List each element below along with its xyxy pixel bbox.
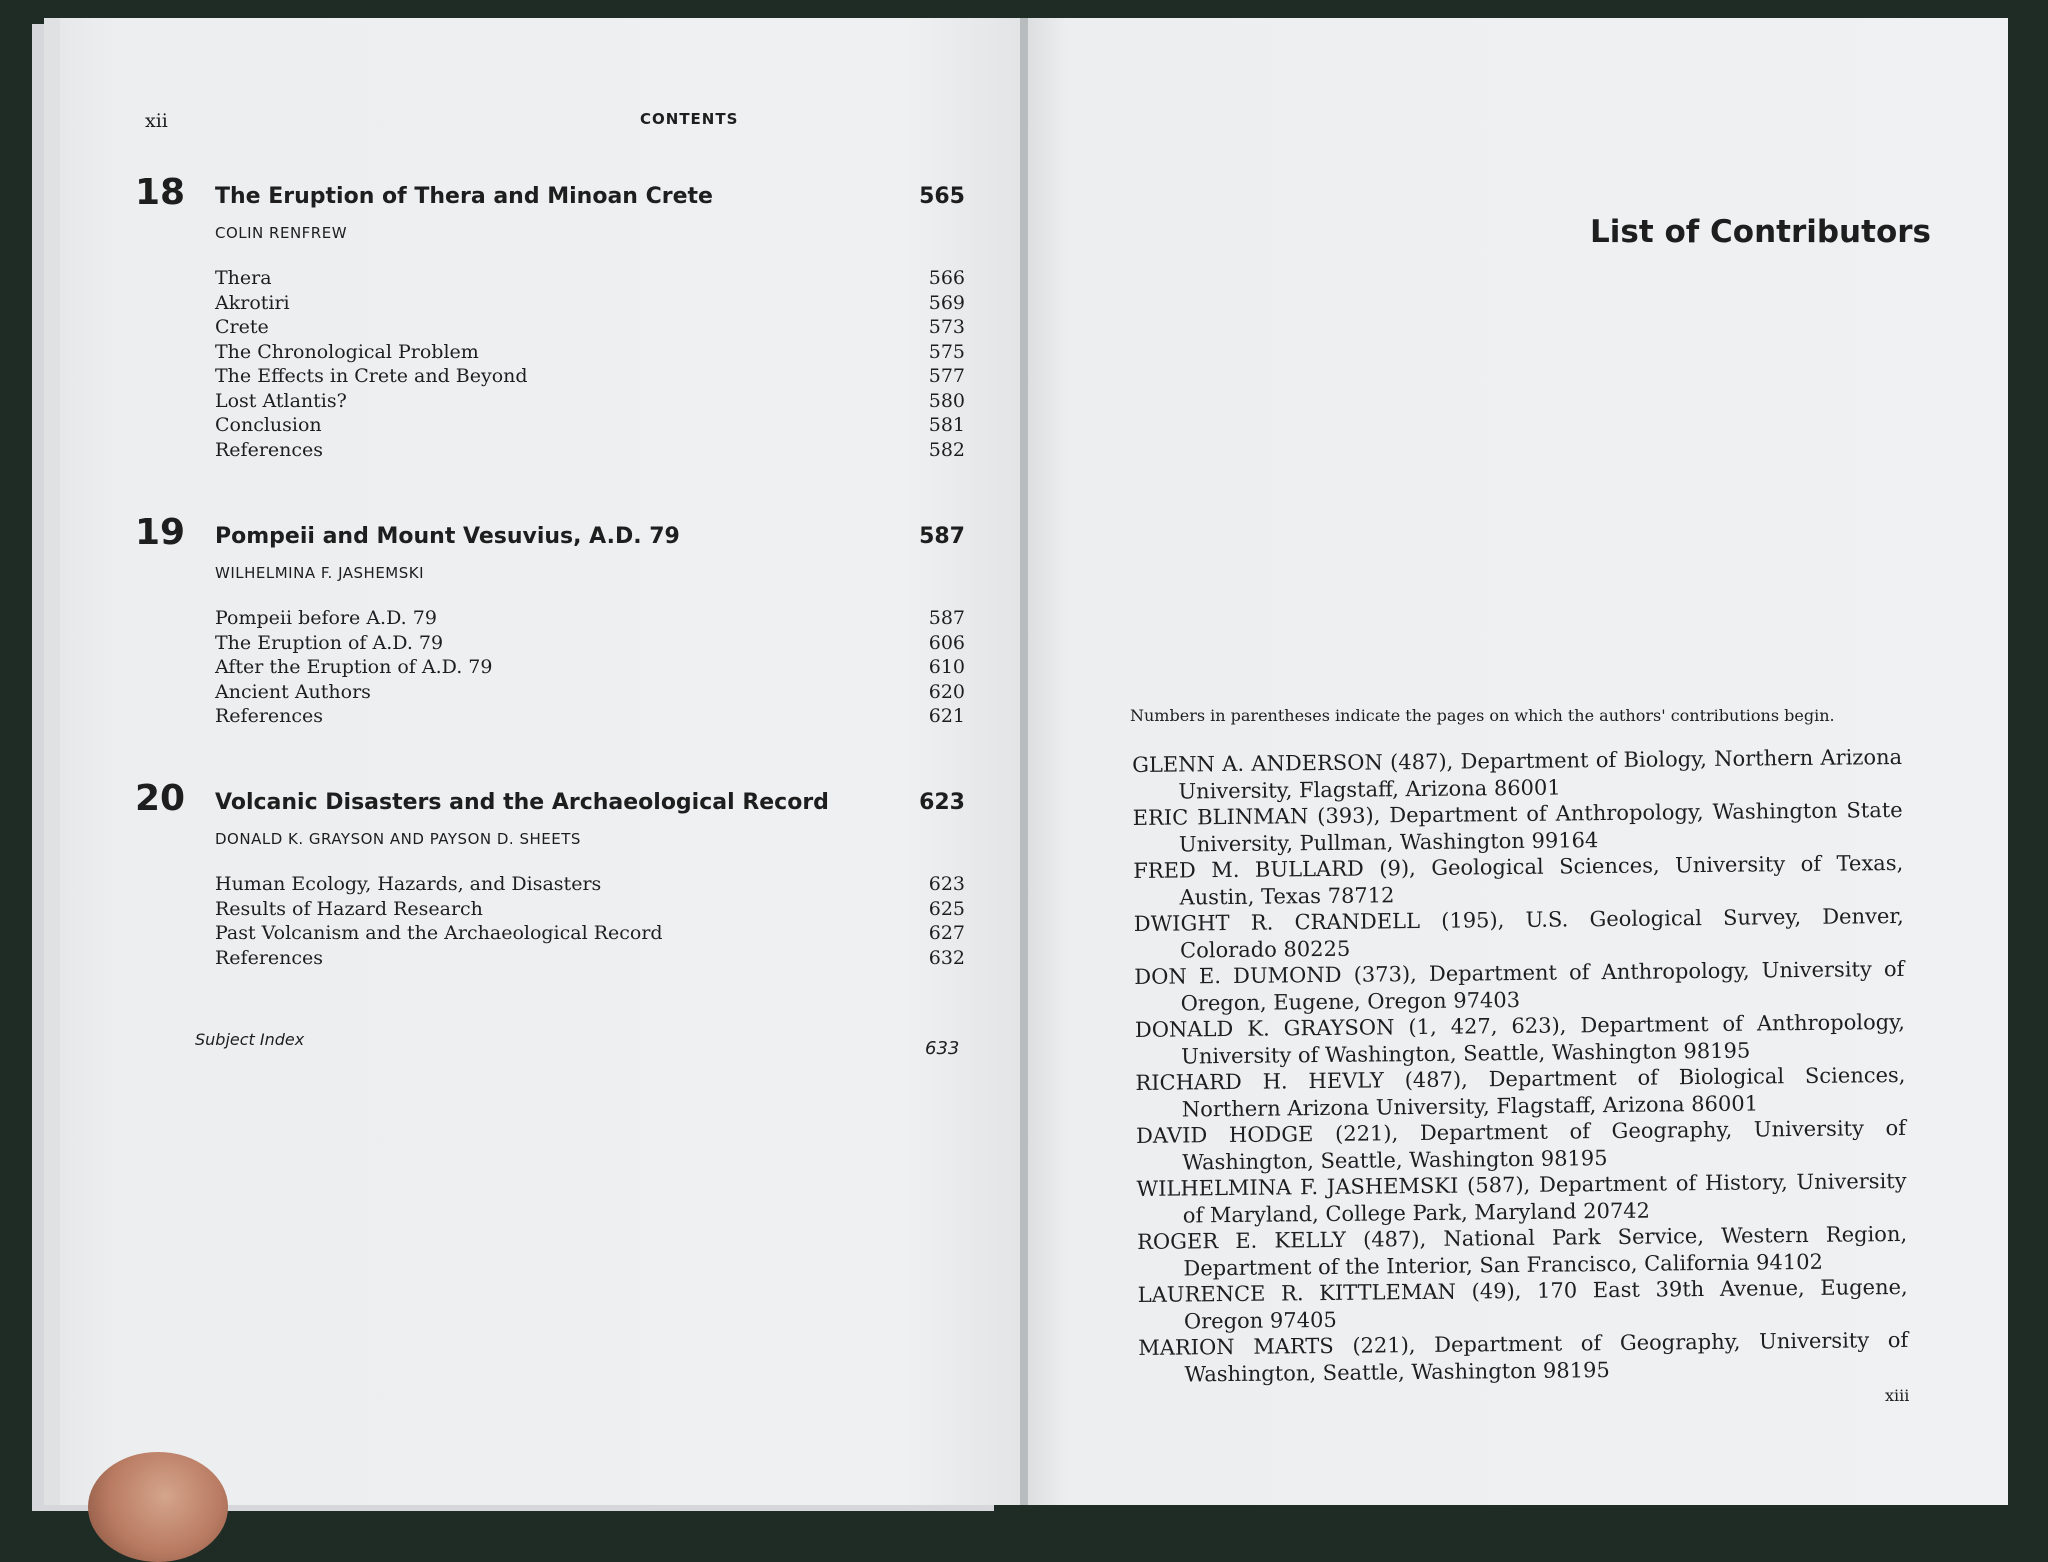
section-row xyxy=(215,389,965,414)
section-page: 569 xyxy=(928,291,965,314)
section-title: References xyxy=(215,438,324,461)
section-row xyxy=(215,315,965,340)
section-row xyxy=(215,364,965,389)
section-title: Lost Atlantis? xyxy=(215,389,347,412)
section-page: 620 xyxy=(928,680,965,703)
section-page: 581 xyxy=(928,414,965,436)
section-page: 625 xyxy=(928,897,965,920)
section-page: 580 xyxy=(928,389,965,412)
contributor-entry: GLENN A. ANDERSON (487), Department of Biology, Northern Arizona University, Flagstaff, Arizona 86001 xyxy=(1132,744,1903,804)
section-page: 577 xyxy=(928,365,965,387)
section-title: Akrotiri xyxy=(215,291,290,314)
section-row xyxy=(215,680,965,705)
section-row xyxy=(215,438,965,463)
section-title: Conclusion xyxy=(215,414,322,436)
section-row xyxy=(215,266,965,291)
section-list xyxy=(215,606,965,729)
running-head: CONTENTS xyxy=(640,110,739,128)
section-title-text: After the Eruption of xyxy=(215,656,416,678)
right-folio: xiii xyxy=(1885,1386,1910,1405)
section-row xyxy=(215,921,965,946)
section-title-text: Pompeii before xyxy=(215,607,361,629)
contributors-title: List of Contributors xyxy=(1590,214,1931,250)
contributor-entry: LAURENCE R. KITTLEMAN (49), 170 East 39th Avenue, Eugene, Oregon 97405 xyxy=(1137,1274,1908,1333)
section-row xyxy=(215,704,965,729)
section-list xyxy=(215,872,965,970)
section-title: Past Volcanism and the Archaeological Record xyxy=(215,922,663,944)
section-title: Crete xyxy=(215,316,269,338)
section-title-text: The Eruption of xyxy=(215,631,367,654)
section-row xyxy=(215,413,965,438)
left-page xyxy=(60,18,1022,1505)
section-page: 627 xyxy=(928,922,965,944)
section-title-era: A.D. xyxy=(366,607,407,629)
contributor-entry: DONALD K. GRAYSON (1, 427, 623), Department of Anthropology, University of Washington, Seattle, Washington 98195 xyxy=(1134,1009,1905,1069)
contributor-entry: WILHELMINA F. JASHEMSKI (587), Department of History, University of Maryland, College Park, Maryland 20742 xyxy=(1136,1168,1907,1227)
section-title-era: A.D. xyxy=(421,656,463,678)
section-title-year: 79 xyxy=(462,656,493,678)
section-page: 610 xyxy=(928,656,965,678)
contributors-note: Numbers in parentheses indicate the pages on which the authors' contributions begin. xyxy=(1130,706,1835,725)
contributor-entry: FRED M. BULLARD (9), Geological Sciences, University of Texas, Austin, Texas 78712 xyxy=(1133,850,1904,910)
contributor-entry: DAVID HODGE (221), Department of Geography, University of Washington, Seattle, Washington 98195 xyxy=(1135,1115,1907,1174)
chapter-author: DONALD K. GRAYSON AND PAYSON D. SHEETS xyxy=(215,830,581,848)
contributors-list xyxy=(1132,744,1909,1388)
section-page: 566 xyxy=(928,267,965,289)
section-title: Results of Hazard Research xyxy=(215,897,483,920)
contributor-entry: MARION MARTS (221), Department of Geography, University of Washington, Seattle, Washington 98195 xyxy=(1138,1327,1909,1386)
section-page: 582 xyxy=(928,438,965,461)
section-title: The Chronological Problem xyxy=(215,340,479,363)
section-page: 575 xyxy=(928,340,965,363)
chapter-page: 565 xyxy=(919,184,965,209)
contributor-entry: ROGER E. KELLY (487), National Park Service, Western Region, Department of the Interior, San Francisco, California 94102 xyxy=(1137,1221,1908,1280)
chapter-title: The Eruption of Thera and Minoan Crete xyxy=(215,184,713,209)
section-title-era: A.D. xyxy=(372,631,413,654)
section-page: 621 xyxy=(928,705,965,727)
section-page: 632 xyxy=(928,946,965,969)
section-page: 606 xyxy=(928,631,965,654)
chapter-page: 623 xyxy=(919,790,965,815)
section-title: References xyxy=(215,705,324,727)
chapter-number: 20 xyxy=(135,778,186,819)
left-folio: xii xyxy=(145,110,168,132)
contributor-entry: RICHARD H. HEVLY (487), Department of Biological Sciences, Northern Arizona University, Flagstaff, Arizona 86001 xyxy=(1135,1062,1906,1121)
chapter-title xyxy=(215,524,680,549)
chapter-number: 18 xyxy=(135,172,186,213)
section-title-year: 79 xyxy=(412,631,444,654)
section-row xyxy=(215,872,965,897)
section-title: Ancient Authors xyxy=(215,680,371,703)
chapter-number: 19 xyxy=(135,512,186,553)
section-row xyxy=(215,631,965,656)
section-list xyxy=(215,266,965,462)
contributor-entry: ERIC BLINMAN (393), Department of Anthropology, Washington State University, Pullman, Washington 99164 xyxy=(1132,797,1903,857)
section-page: 587 xyxy=(928,607,965,629)
section-row xyxy=(215,655,965,680)
section-title: The Effects in Crete and Beyond xyxy=(215,365,528,387)
section-title: References xyxy=(215,946,324,969)
contributor-entry: DWIGHT R. CRANDELL (195), U.S. Geological Survey, Denver, Colorado 80225 xyxy=(1133,903,1904,963)
section-row xyxy=(215,897,965,922)
thumb xyxy=(88,1452,228,1562)
chapter-title: Volcanic Disasters and the Archaeological Record xyxy=(215,790,829,815)
section-title xyxy=(215,655,492,680)
section-title-year: 79 xyxy=(406,607,437,629)
chapter-page: 587 xyxy=(919,524,965,549)
chapter-title-era: A.D. 79 xyxy=(589,524,680,549)
subject-index-page: 633 xyxy=(925,1038,960,1059)
contributor-entry: DON E. DUMOND (373), Department of Anthropology, University of Oregon, Eugene, Oregon 97403 xyxy=(1134,956,1905,1016)
section-title xyxy=(215,631,443,656)
section-title xyxy=(215,606,437,631)
section-title: Thera xyxy=(215,267,272,289)
chapter-author: COLIN RENFREW xyxy=(215,224,348,242)
section-row xyxy=(215,946,965,971)
section-title: Human Ecology, Hazards, and Disasters xyxy=(215,873,602,895)
section-page: 573 xyxy=(928,316,965,338)
subject-index-label: Subject Index xyxy=(195,1030,305,1049)
section-row xyxy=(215,291,965,316)
chapter-author: WILHELMINA F. JASHEMSKI xyxy=(215,564,425,582)
section-page: 623 xyxy=(928,873,965,895)
section-row xyxy=(215,606,965,631)
section-row xyxy=(215,340,965,365)
chapter-title-main: Pompeii and Mount Vesuvius, xyxy=(215,524,582,549)
